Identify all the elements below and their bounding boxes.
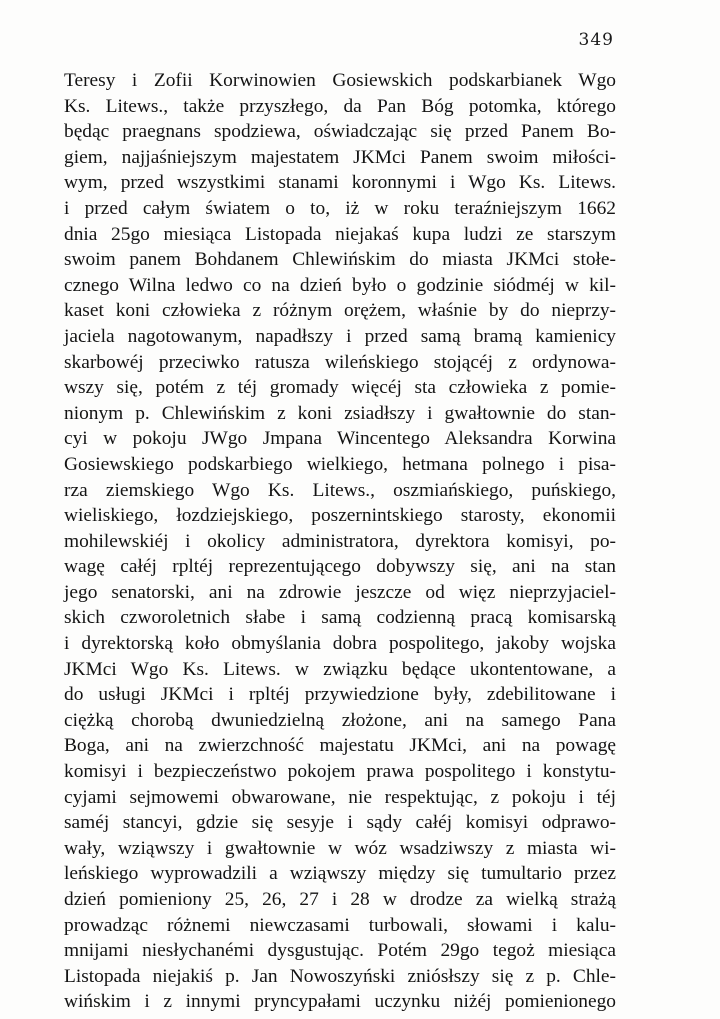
text-line: cyi w pokoju JWgo Jmpana Wincentego Aleksandra Korwina — [64, 428, 616, 450]
text-line: jaciela nagotowanym, napadłszy i przed samą bramą kamienicy — [64, 325, 616, 347]
page-number: 349 — [578, 30, 614, 50]
text-line: wieliskiego, łozdziejskiego, poszernintskiego starosty, ekonomii — [64, 505, 616, 527]
text-line: będąc praegnans spodziewa, oświadczając się przed Panem Bo- — [64, 121, 616, 143]
text-line: dnia 25go miesiąca Listopada niejakaś kupa ludzi ze starszym — [64, 223, 616, 245]
text-line: wagę całéj rpltéj reprezentującego dobywszy się, ani na stan — [64, 556, 616, 578]
text-line: cyjami sejmowemi obwarowane, nie respektując, z pokoju i téj — [64, 786, 616, 808]
text-line: rza ziemskiego Wgo Ks. Litews., oszmiańskiego, puńskiego, — [64, 479, 616, 501]
text-body — [64, 68, 616, 1015]
text-line: saméj stancyi, gdzie się sesyje i sądy całéj komisyi odprawo- — [64, 812, 616, 834]
text-line: Gosiewskiego podskarbiego wielkiego, hetmana polnego i pisa- — [64, 453, 616, 475]
text-line: Ks. Litews., także przyszłego, da Pan Bóg potomka, którego — [64, 95, 616, 117]
text-line: i przed całym światem o to, iż w roku teraźniejszym 1662 — [64, 197, 616, 219]
text-line: mohilewskiéj i okolicy administratora, dyrektora komisyi, po- — [64, 530, 616, 552]
text-line: Teresy i Zofii Korwinowien Gosiewskich podskarbianek Wgo — [64, 70, 616, 91]
text-line: mnijami niesłychanémi dysgustując. Potém 29go tegoż miesiąca — [64, 940, 616, 962]
text-line: komisyi i bezpieczeństwo pokojem prawa pospolitego i konstytu- — [64, 761, 616, 783]
text-line: wińskim i z innymi pryncypałami uczynku niżéj pomienionego — [64, 991, 616, 1013]
text-line: do usługi JKMci i rpltéj przywiedzione były, zdebilitowane i — [64, 684, 616, 706]
text-line: Listopada niejakiś p. Jan Nowoszyński zniósłszy się z p. Chle- — [64, 965, 616, 987]
text-line: skarbowéj przeciwko ratusza wileńskiego stojącéj z ordynowa- — [64, 351, 616, 373]
text-line: prowadząc różnemi niewczasami turbowali, słowami i kalu- — [64, 914, 616, 936]
text-line: leńskiego wyprowadzili a wziąwszy między się tumultario przez — [64, 863, 616, 885]
text-line: jego senatorski, ani na zdrowie jeszcze od więz nieprzyjaciel- — [64, 581, 616, 603]
text-line: giem, najjaśniejszym majestatem JKMci Panem swoim miłości- — [64, 146, 616, 168]
text-line: Boga, ani na zwierzchność majestatu JKMci, ani na powagę — [64, 735, 616, 757]
text-line: swoim panem Bohdanem Chlewińskim do miasta JKMci stołe- — [64, 249, 616, 271]
text-line: wszy się, potém z téj gromady więcéj sta człowieka z pomie- — [64, 377, 616, 399]
text-line: wym, przed wszystkimi stanami koronnymi i Wgo Ks. Litews. — [64, 172, 616, 194]
text-line: wały, wziąwszy i gwałtownie w wóz wsadziwszy z miasta wi- — [64, 837, 616, 859]
text-line: JKMci Wgo Ks. Litews. w związku będące ukontentowane, a — [64, 658, 616, 680]
text-line: kaset koni człowieka z różnym orężem, właśnie by do nieprzy- — [64, 300, 616, 322]
text-line: i dyrektorską koło obmyślania dobra pospolitego, jakoby wojska — [64, 633, 616, 655]
text-line: dzień pomieniony 25, 26, 27 i 28 w drodze za wielką strażą — [64, 889, 616, 910]
text-line: skich czworoletnich słabe i samą codzienną pracą komisarską — [64, 607, 616, 629]
text-line: nionym p. Chlewińskim z koni zsiadłszy i gwałtownie do stan- — [64, 402, 616, 424]
text-line: ciężką chorobą dwuniedzielną złożone, ani na samego Pana — [64, 709, 616, 731]
text-line: cznego Wilna ledwo co na dzień było o godzinie siódméj w kil- — [64, 274, 616, 296]
